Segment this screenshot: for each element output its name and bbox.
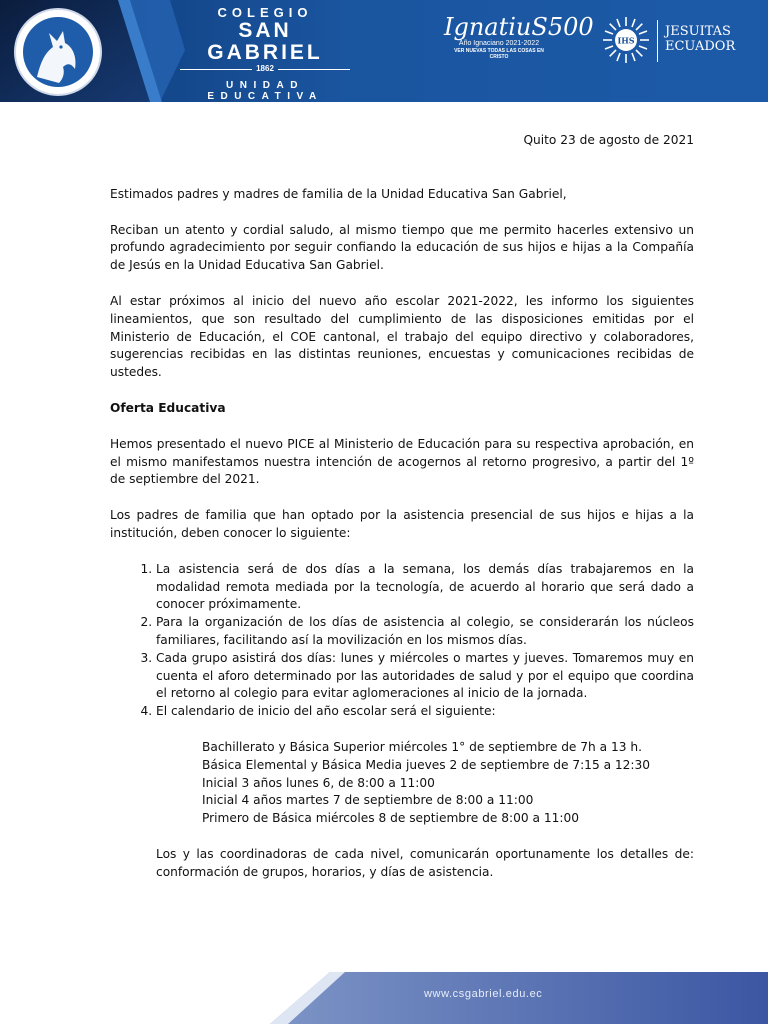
calendar-line: Primero de Básica miércoles 8 de septiembre de 8:00 a 11:00 [202, 811, 579, 826]
school-crest-logo [14, 8, 102, 96]
header-banner [0, 0, 768, 102]
paragraph-guidelines: Al estar próximos al inicio del nuevo año escolar 2021-2022, les informo los siguientes lineamientos, que son resultado del cumplimiento de las disposiciones emitidas por el Ministerio de Educación, el COE cantonal, el trabajo del equipo directivo y colaboradores, sugerencias recibidas en las distintas reuniones, encuestas y comunicaciones recibidas de ustedes. [110, 293, 694, 380]
ignatius-500-logo [444, 13, 594, 60]
letter-body [110, 132, 694, 882]
footer-background [0, 958, 768, 1024]
guidelines-list [110, 561, 694, 721]
list-item: 3. Cada grupo asistirá dos días: lunes y miércoles o martes y jueves. Tomaremos muy en cuenta el aforo determinado por las autoridades de salud y por el equipo que coordina el retorno al colegio para evitar aglomeraciones al inicio de la jornada. [156, 650, 694, 703]
jesuit-line2: ECUADOR [665, 39, 736, 54]
paragraph-pice: Hemos presentado el nuevo PICE al Ministerio de Educación para su respectiva aprobación, en el mismo manifestamos nuestra intención de acogernos al retorno progresivo, a partir del 1º de septiembre del 2021. [110, 436, 694, 487]
calendar-line: Básica Elemental y Básica Media jueves 2 de septiembre de 7:15 a 12:30 [202, 757, 651, 772]
jesuit-line1: JESUITAS [665, 24, 731, 39]
school-line-colegio: COLEGIO [217, 5, 313, 20]
ignatius-subtitle: Año Ignaciano 2021-2022 [458, 40, 540, 47]
school-year-row [180, 64, 350, 74]
calendar-line: Inicial 3 años lunes 6, de 8:00 a 11:00 [202, 775, 435, 790]
list-item: 2. Para la organización de los días de asistencia al colegio, se considerarán los núcleos familiares, facilitando así la movilización en los mismos días. [156, 614, 694, 650]
footer-band [0, 958, 768, 1024]
letter-greeting: Estimados padres y madres de familia de la Unidad Educativa San Gabriel, [110, 186, 567, 201]
banner-background [0, 0, 768, 102]
jesuitas-ecuador-logo [665, 24, 735, 54]
logo-divider [657, 20, 658, 62]
school-line-unidad: UNIDAD EDUCATIVA [207, 80, 323, 102]
list-item: 1. La asistencia será de dos días a la semana, los demás días trabajaremos en la modalidad remota mediada por la tecnología, de acuerdo al horario que será dado a conocer próximamente. [156, 561, 694, 614]
paragraph-gratitude: Reciban un atento y cordial saludo, al mismo tiempo que me permito hacerles extensivo un profundo agradecimiento por seguir confiando la educación de sus hijos e hijas a la Compañía de Jesús en la Unidad Educativa San Gabriel. [110, 222, 694, 273]
wolf-icon [23, 17, 93, 87]
ignatius-tagline: VER NUEVAS TODAS LAS COSAS EN CRISTO [454, 48, 544, 60]
school-line-name: SAN GABRIEL [207, 19, 323, 64]
jesuit-sun-icon [602, 16, 650, 64]
paragraph-closing: Los y las coordinadoras de cada nivel, comunicarán oportunamente los detalles de: conformación de grupos, horarios, y días de asistencia. [156, 846, 694, 879]
letter-date: Quito 23 de agosto de 2021 [523, 133, 694, 147]
ihs-monogram: IHS [617, 35, 635, 46]
section-heading-oferta: Oferta Educativa [110, 400, 226, 415]
school-year: 1862 [256, 64, 274, 73]
calendar-line: Bachillerato y Básica Superior miércoles 1° de septiembre de 7h a 13 h. [202, 739, 642, 754]
paragraph-presencial: Los padres de familia que han optado por la asistencia presencial de sus hijos e hijas a la institución, deben conocer lo siguiente: [110, 508, 694, 540]
ignatius-brand: IgnatiuS500 [444, 13, 594, 41]
calendar-line: Inicial 4 años martes 7 de septiembre de 8:00 a 11:00 [202, 793, 534, 808]
school-name-block [180, 6, 350, 102]
school-calendar [202, 739, 694, 828]
list-item: 4. El calendario de inicio del año escolar será el siguiente: [156, 703, 694, 721]
website-link[interactable]: www.csgabriel.edu.ec [424, 988, 543, 1000]
